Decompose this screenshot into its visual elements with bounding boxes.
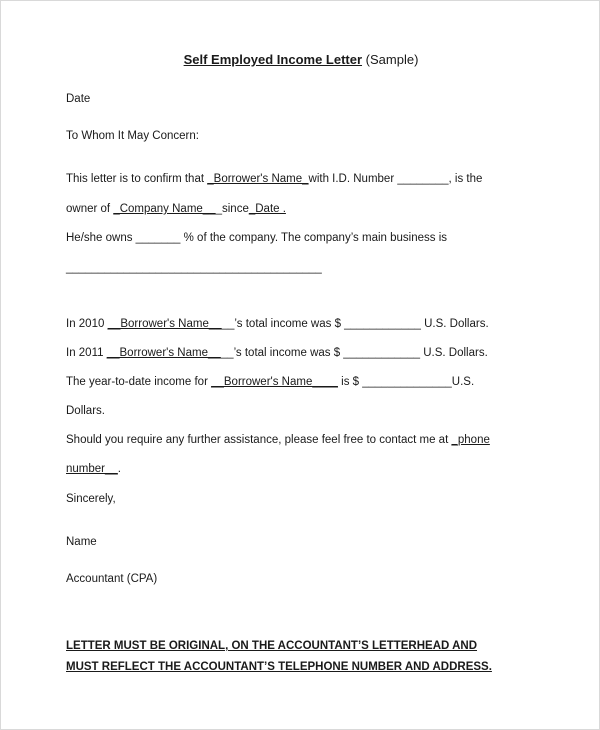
ytd-is-text: is $: [337, 376, 363, 388]
phone-period: .: [117, 463, 121, 475]
owner-line: [66, 202, 286, 216]
owner-text: owner of: [66, 203, 114, 215]
confirm-text: This letter is to confirm that: [66, 173, 208, 185]
ytd-income-line: [66, 375, 474, 389]
ytd-currency-text: U.S.: [451, 376, 475, 388]
phone-number-field: number__: [66, 463, 118, 475]
letter-title: [1, 52, 600, 68]
notice-line-1: LETTER MUST BE ORIGINAL, ON THE ACCOUNTANT’S LETTERHEAD AND: [66, 640, 478, 652]
accountant-label: Accountant (CPA): [66, 573, 158, 585]
phone-field: _phone: [451, 434, 490, 446]
notice-line-2: MUST REFLECT THE ACCOUNTANT’S TELEPHONE NUMBER AND ADDRESS.: [66, 661, 492, 673]
date-field: _Date .: [248, 203, 286, 215]
contact-text: Should you require any further assistance, please feel free to contact me at: [66, 434, 452, 446]
since-text: _since: [215, 203, 249, 215]
company-name-field: _Company Name__: [113, 203, 216, 215]
title-sub: (Sample): [365, 52, 419, 67]
borrower-name-field: _Borrower's Name_: [207, 173, 309, 185]
income-2011-label: In 2011: [66, 347, 107, 359]
borrower-name-2011-field: __Borrower's Name__: [106, 347, 221, 359]
business-blank-line: ________________________________________: [66, 262, 322, 274]
income-2011-text: __’s total income was $ ____________ U.S. Dollars.: [220, 347, 488, 359]
ytd-amount-field: ______________: [362, 376, 452, 388]
id-number-text: with I.D. Number ________, is the: [308, 173, 483, 185]
income-2010-text: __’s total income was $ ____________ U.S. Dollars.: [221, 318, 489, 330]
ownership-line: He/she owns _______ % of the company. The company’s main business is: [66, 232, 447, 244]
title-main: Self Employed Income Letter: [183, 52, 363, 67]
income-2011-line: [66, 346, 488, 360]
borrower-name-2010-field: __Borrower's Name__: [107, 318, 222, 330]
contact-line: [66, 433, 490, 447]
dollars-line: Dollars.: [66, 405, 105, 417]
date-label: Date: [66, 93, 91, 105]
ytd-label: The year-to-date income for: [66, 376, 212, 388]
name-label: Name: [66, 536, 97, 548]
confirm-line: [66, 172, 482, 186]
salutation: To Whom It May Concern:: [66, 130, 199, 142]
closing: Sincerely,: [66, 493, 116, 505]
phone-number-line: [66, 462, 121, 476]
borrower-name-ytd-field: __Borrower's Name____: [211, 376, 338, 388]
income-2010-line: [66, 317, 489, 331]
income-2010-label: In 2010: [66, 318, 108, 330]
